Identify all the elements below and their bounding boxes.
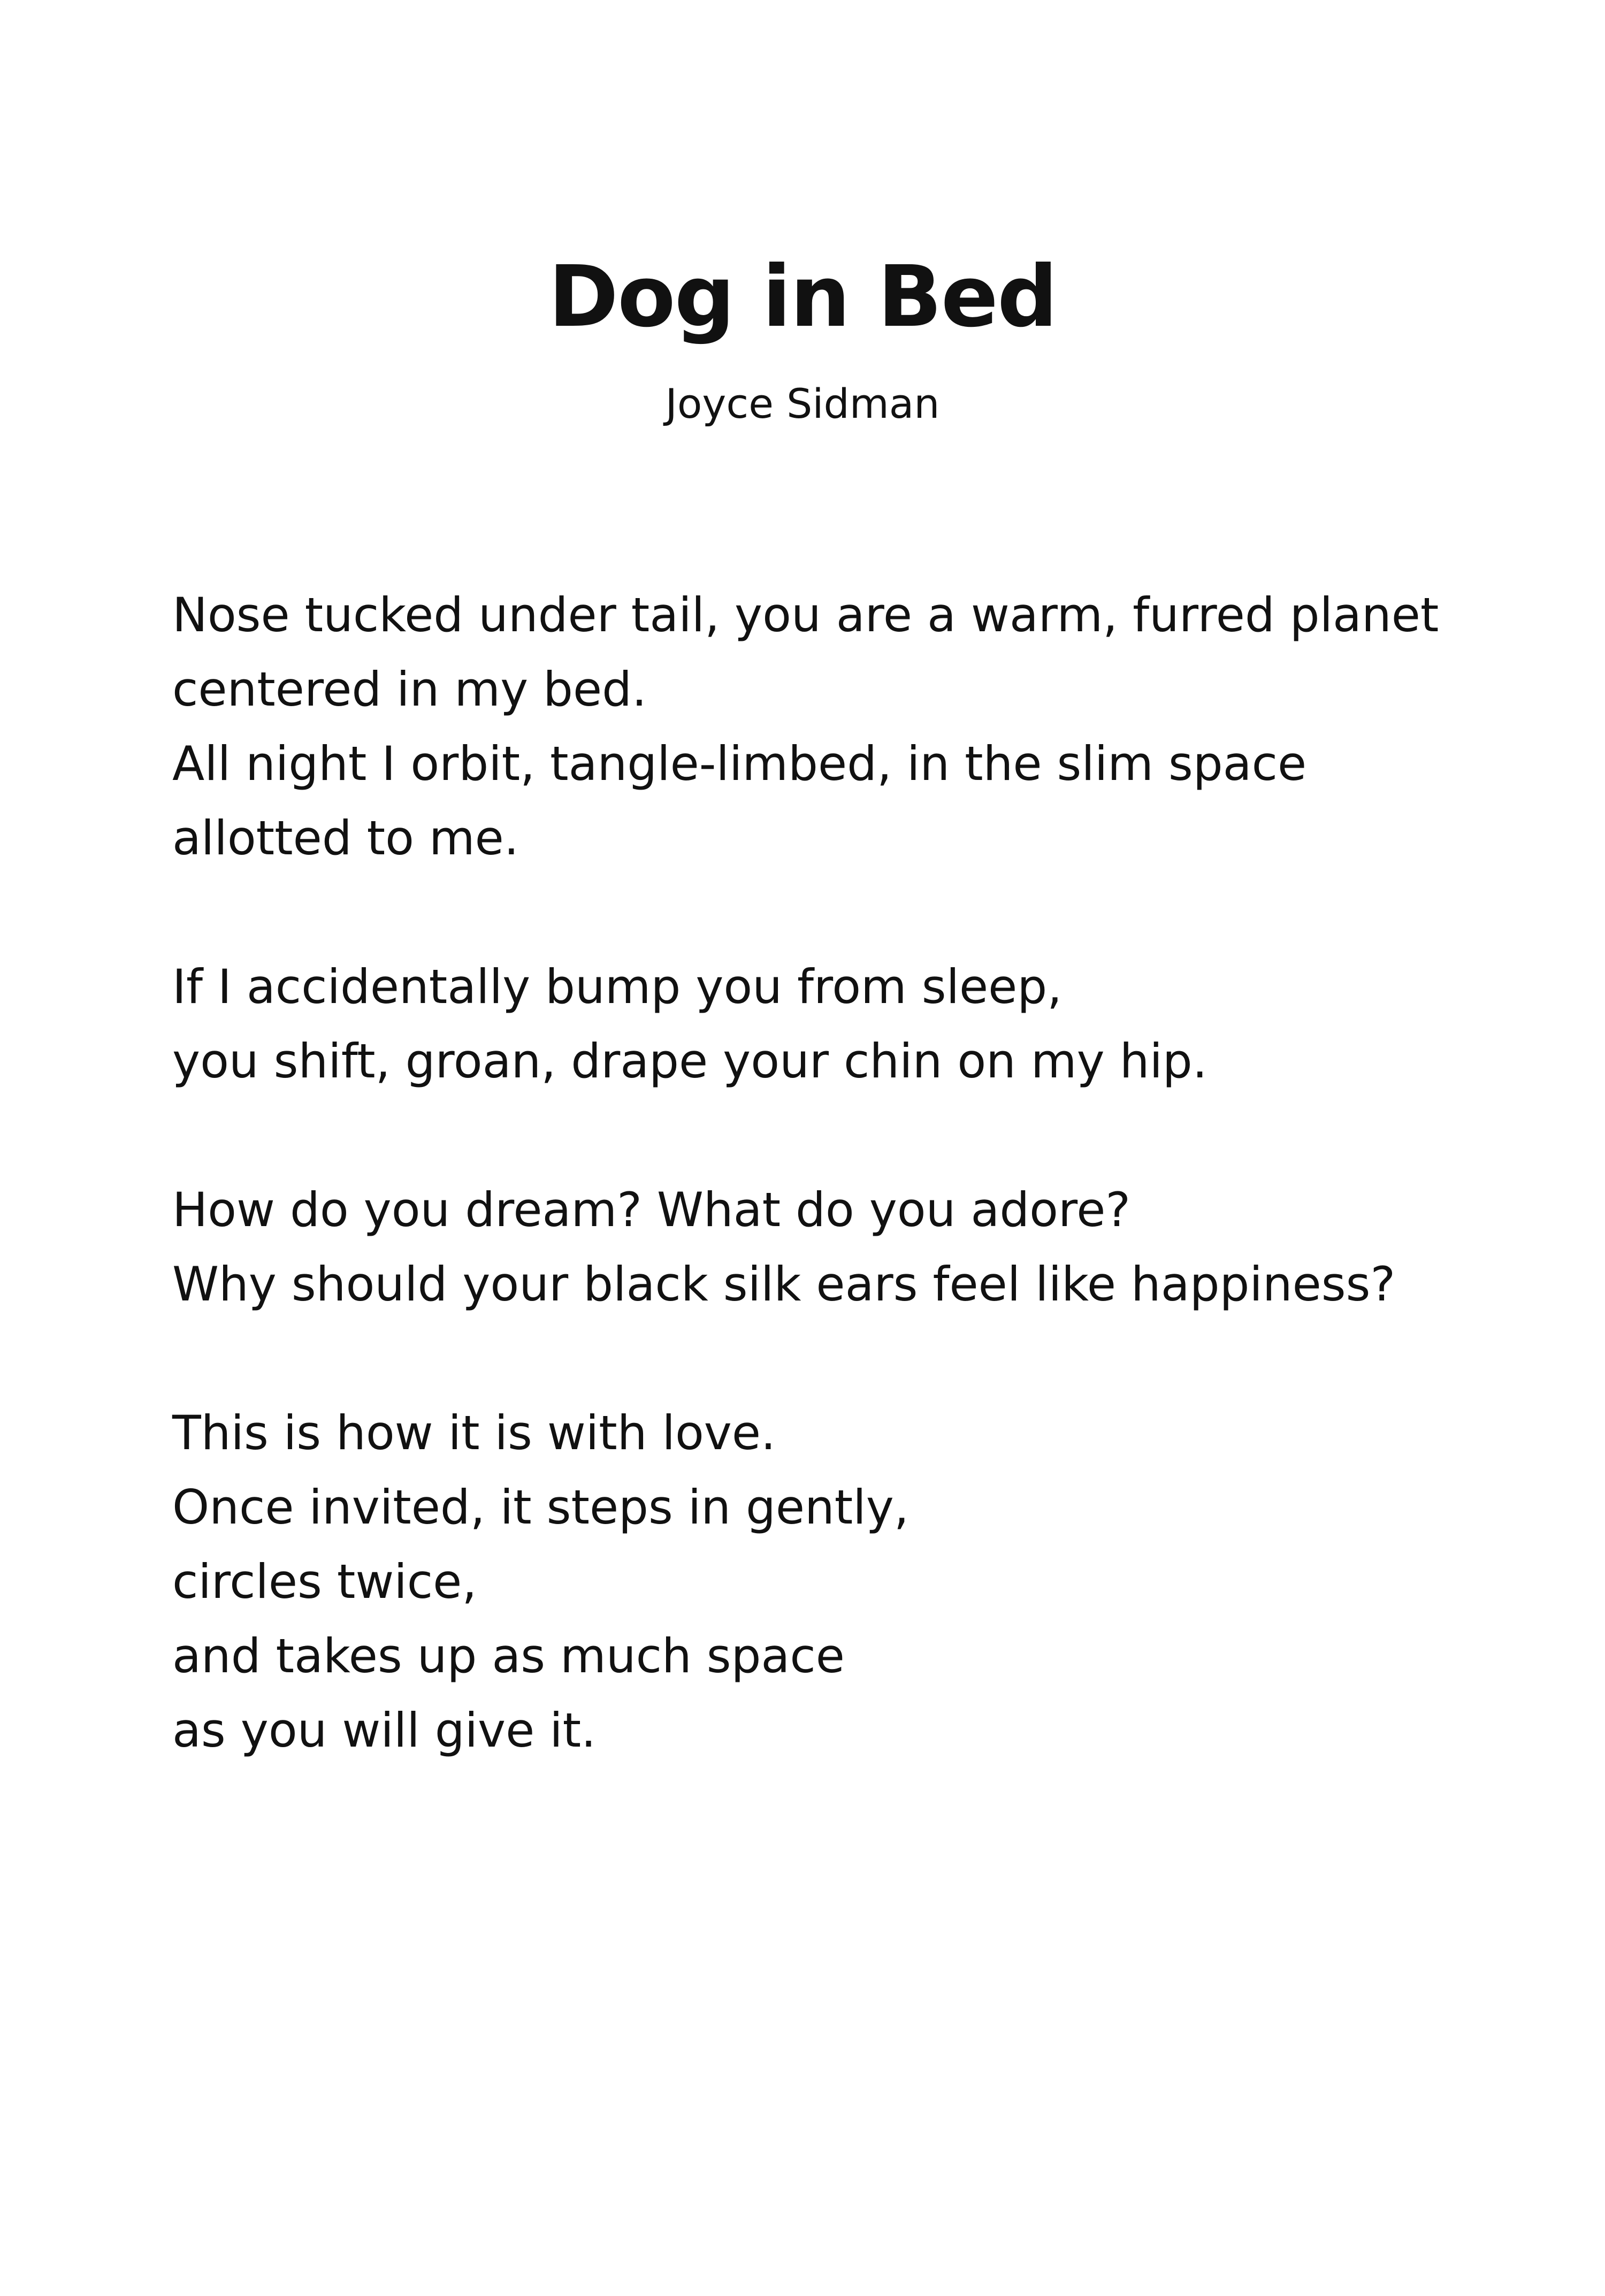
poem-line: All night I orbit, tangle-limbed, in the slim space	[172, 736, 1307, 791]
poem-line: circles twice,	[172, 1554, 477, 1609]
poem-line: Why should your black silk ears feel like happiness?	[172, 1257, 1396, 1312]
poem-body	[172, 578, 1510, 1842]
stanza-4	[172, 1396, 1510, 1767]
poem-line: Nose tucked under tail, you are a warm, furred planet	[172, 587, 1439, 642]
poem-line: centered in my bed.	[172, 662, 647, 717]
poem-line: and takes up as much space	[172, 1628, 845, 1683]
poem-line: Once invited, it steps in gently,	[172, 1480, 909, 1535]
stanza-1	[172, 578, 1510, 875]
stanza-3	[172, 1173, 1510, 1321]
poem-line: as you will give it.	[172, 1703, 597, 1758]
poem-title: Dog in Bed	[548, 248, 1057, 346]
poem-line: This is how it is with love.	[172, 1405, 776, 1460]
stanza-2	[172, 950, 1510, 1098]
poem-line: you shift, groan, drape your chin on my hip.	[172, 1034, 1207, 1089]
poem-line: If I accidentally bump you from sleep,	[172, 959, 1063, 1014]
poem-author: Joyce Sidman	[665, 380, 940, 427]
poem-line: How do you dream? What do you adore?	[172, 1182, 1131, 1237]
poem-line: allotted to me.	[172, 810, 519, 866]
